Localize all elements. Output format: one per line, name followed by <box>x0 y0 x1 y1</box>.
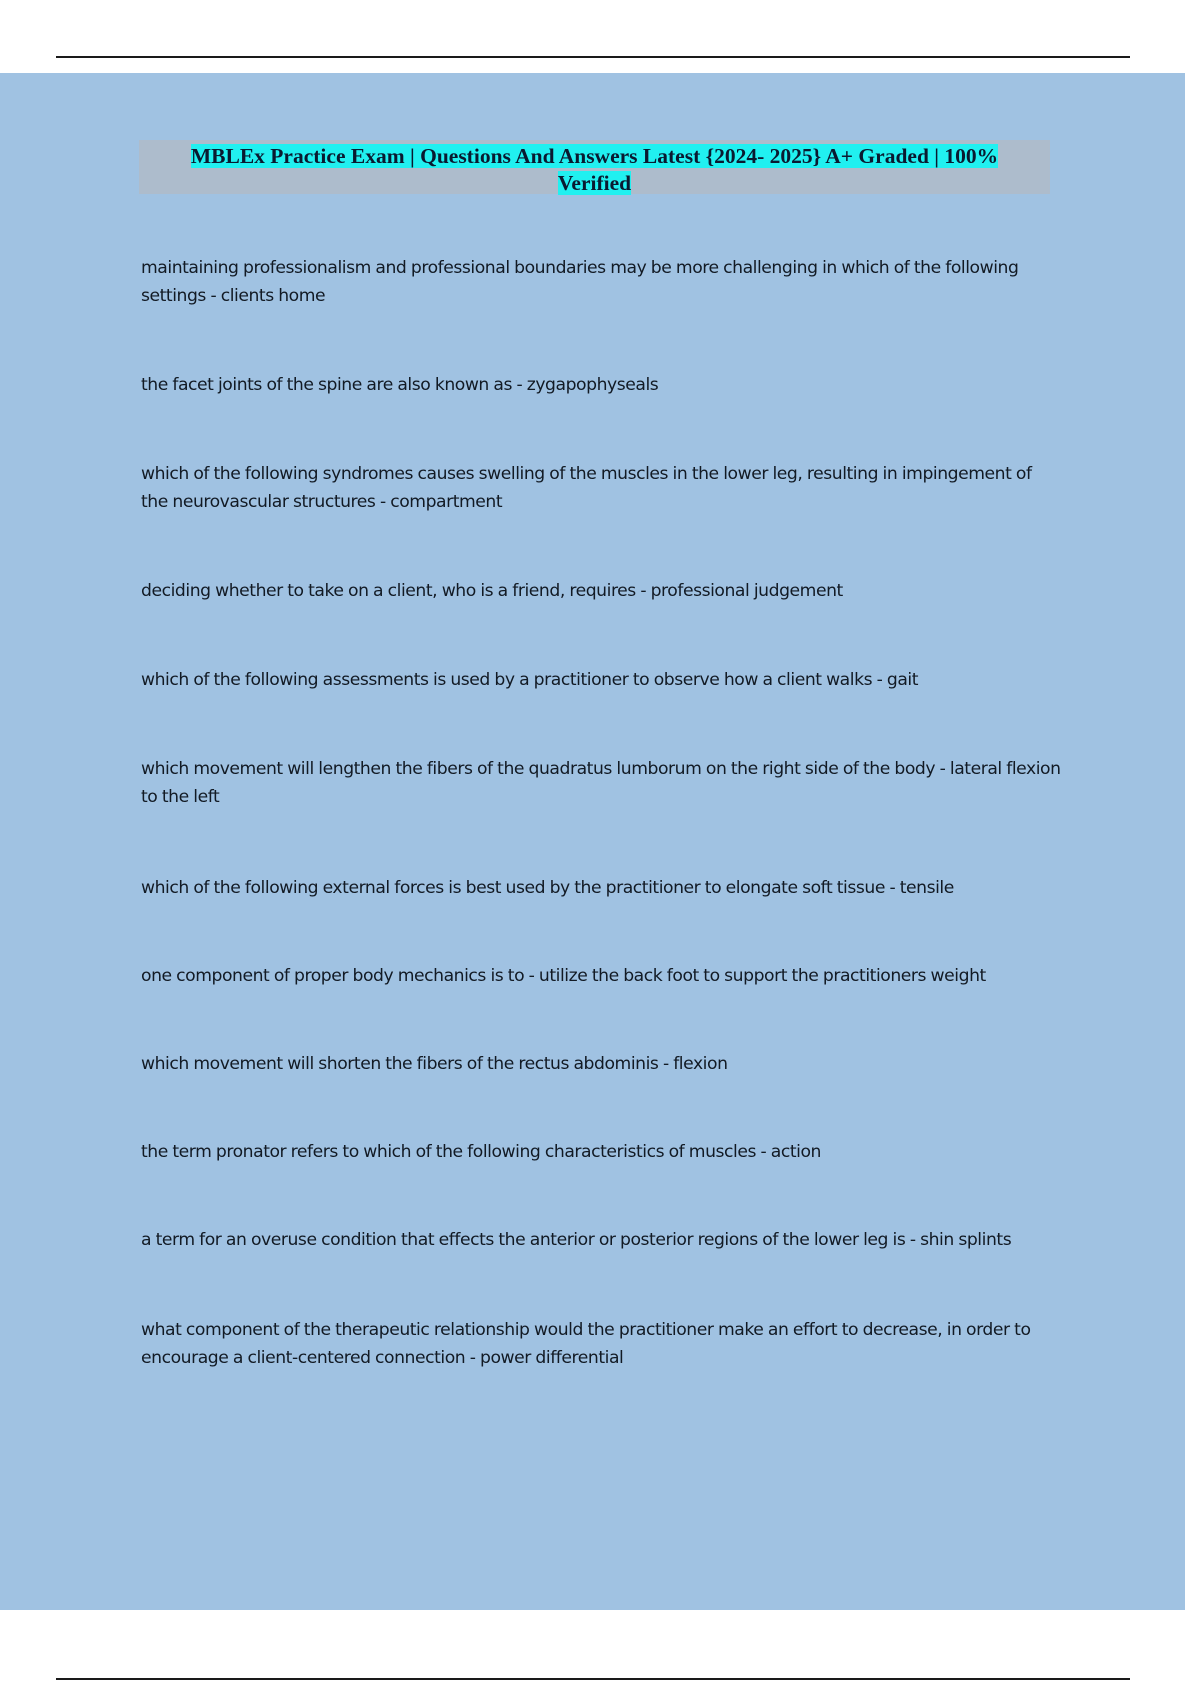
top-rule <box>56 56 1130 58</box>
qa-item-8: one component of proper body mechanics is to - utilize the back foot to support the practitioners weight <box>141 966 986 986</box>
qa-item-10: the term pronator refers to which of the following characteristics of muscles - action <box>141 1142 821 1162</box>
qa-item-6: which movement will lengthen the fibers of the quadratus lumborum on the right side of the body - lateral flexion to the left <box>141 759 1061 807</box>
title-line-2 <box>139 170 1050 197</box>
title-line-2-text: Verified <box>557 171 632 195</box>
qa-item-3: which of the following syndromes causes swelling of the muscles in the lower leg, resulting in impingement of the neurovascular structures - compartment <box>141 464 1032 512</box>
question-answer-list <box>141 254 1061 1372</box>
qa-item-1: maintaining professionalism and professional boundaries may be more challenging in which of the following settings - clients home <box>141 258 1019 306</box>
title-line-1-text: MBLEx Practice Exam | Questions And Answers Latest {2024- 2025} A+ Graded | 100% <box>190 144 999 168</box>
qa-item-4: deciding whether to take on a client, who is a friend, requires - professional judgement <box>141 581 843 601</box>
document-title <box>139 140 1050 194</box>
bottom-rule <box>56 1678 1130 1680</box>
qa-item-5: which of the following assessments is used by a practitioner to observe how a client walks - gait <box>141 670 919 690</box>
qa-item-11: a term for an overuse condition that effects the anterior or posterior regions of the lower leg is - shin splints <box>141 1230 1012 1250</box>
qa-item-7: which of the following external forces is best used by the practitioner to elongate soft tissue - tensile <box>141 878 954 898</box>
qa-item-2: the facet joints of the spine are also known as - zygapophyseals <box>141 375 659 395</box>
qa-item-9: which movement will shorten the fibers of the rectus abdominis - flexion <box>141 1054 728 1074</box>
title-line-1 <box>139 143 1050 170</box>
qa-item-12: what component of the therapeutic relationship would the practitioner make an effort to decrease, in order to encourage a client-centered connection - power differential <box>141 1320 1031 1368</box>
